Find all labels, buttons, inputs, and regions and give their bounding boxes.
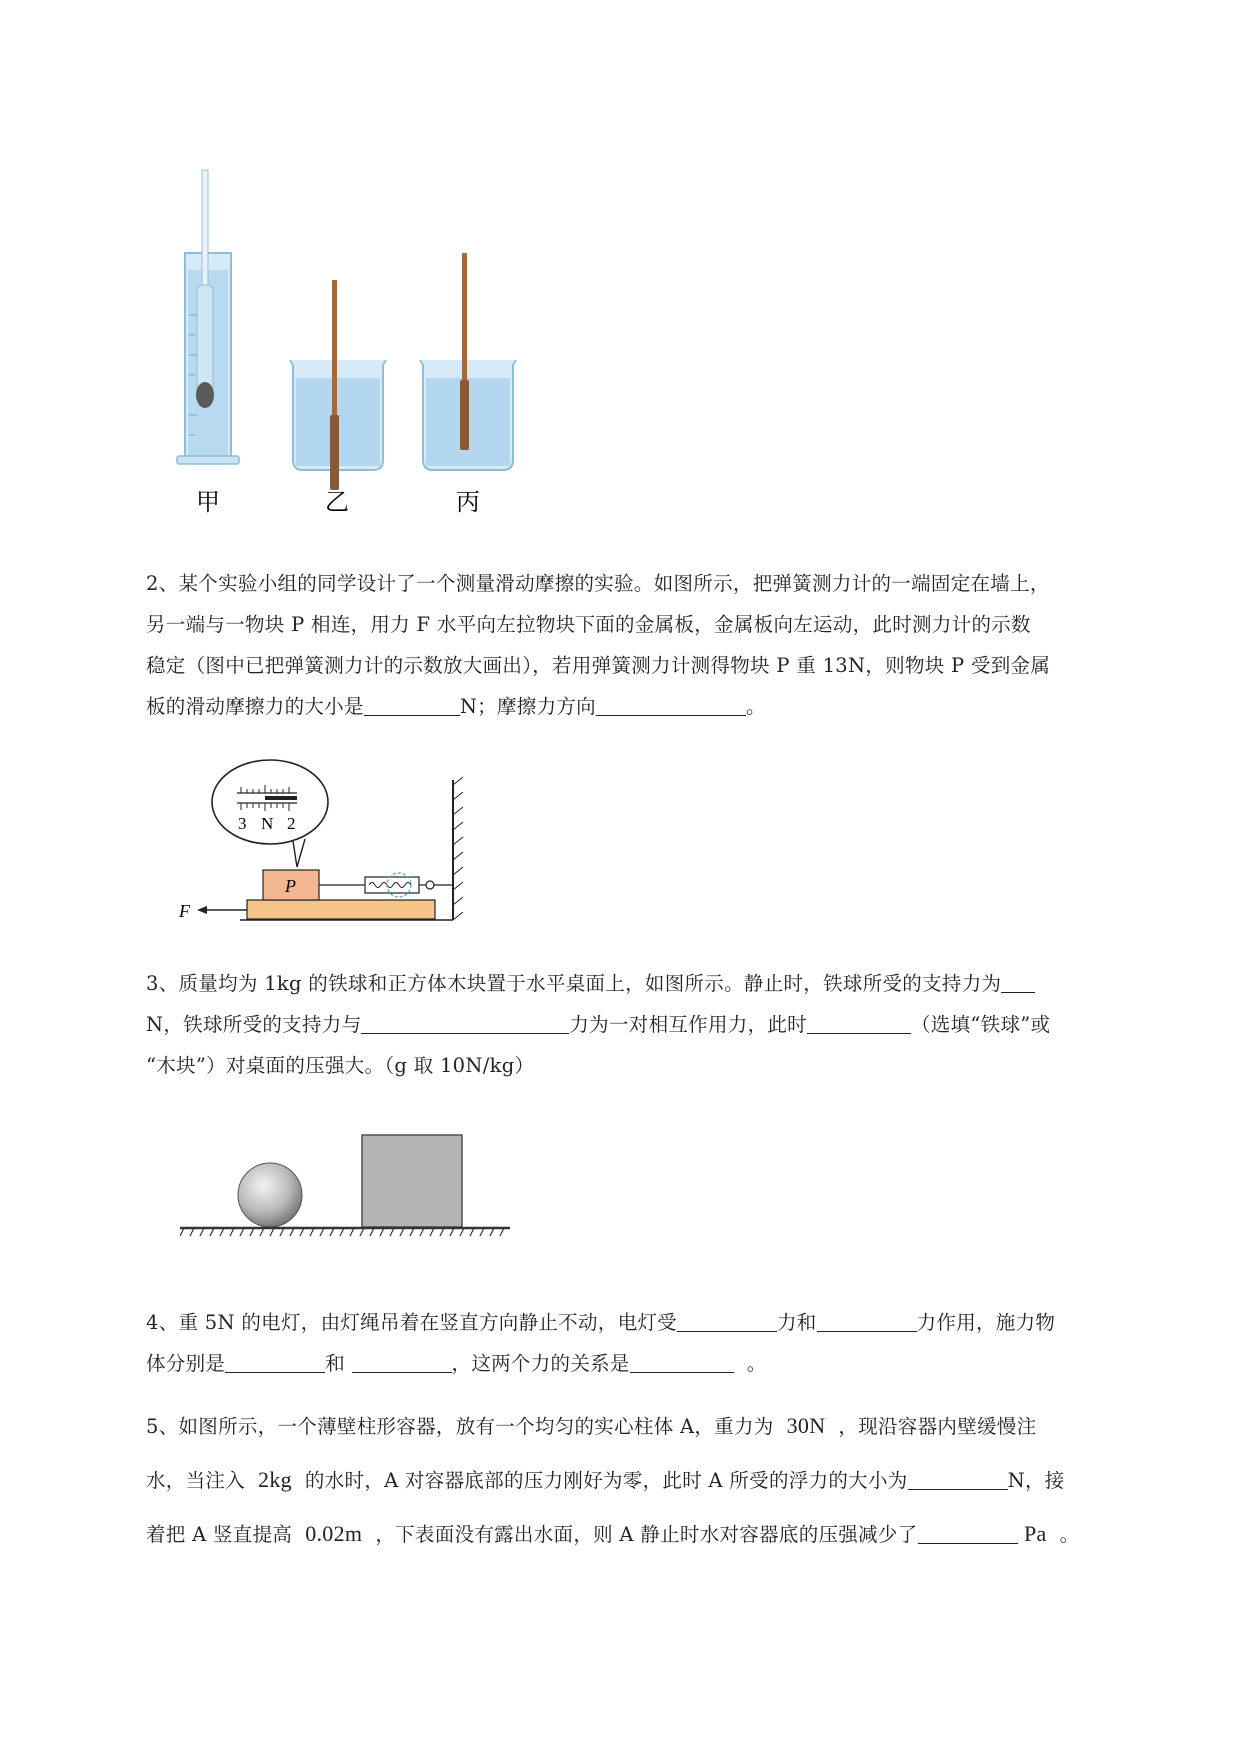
iron-ball (238, 1163, 302, 1227)
q4-text-1c: 力作用，施力物 (916, 1311, 1056, 1334)
answer-blank-relation[interactable] (630, 1348, 734, 1373)
graduated-cylinder (177, 170, 239, 464)
answer-blank-pressure-object[interactable] (807, 1009, 911, 1034)
q3-text-2b: 力为一对相互作用力，此时 (569, 1013, 807, 1036)
q4-line-2 (146, 1343, 1146, 1384)
label-jia: 甲 (196, 488, 220, 516)
question-3 (146, 963, 1146, 1086)
answer-blank-support-force[interactable] (1001, 968, 1035, 993)
q4-text-1b: 力和 (776, 1311, 817, 1334)
q5-text-3a: 着把 A 竖直提高 (146, 1523, 293, 1546)
q3-line-3: “木块”）对桌面的压强大。（g 取 10N/kg） (146, 1054, 535, 1077)
q5-line-1 (146, 1399, 1146, 1453)
block-p-label: P (285, 876, 296, 896)
q2-line-4 (146, 686, 1146, 727)
label-bing: 丙 (456, 488, 480, 516)
q5-text-1a: 5、如图所示，一个薄壁柱形容器，放有一个均匀的实心柱体 A，重力为 (146, 1415, 774, 1438)
answer-blank-source-2[interactable] (352, 1348, 452, 1373)
q4-text-2b: 和 (325, 1352, 346, 1375)
answer-blank-pressure-change[interactable] (918, 1519, 1018, 1544)
answer-blank-force-1[interactable] (677, 1307, 777, 1332)
question-5 (146, 1399, 1146, 1561)
answer-blank-force-2[interactable] (817, 1307, 917, 1332)
metal-plate (247, 900, 435, 919)
beaker-yi (290, 280, 386, 490)
answer-blank-source-1[interactable] (225, 1348, 325, 1373)
q2-text-c: 。 (745, 695, 766, 718)
figure-2-friction (175, 755, 475, 935)
label-yi: 乙 (325, 488, 349, 516)
q5-text-2a: 水，当注入 (146, 1469, 246, 1492)
q2-text-b: N；摩擦力方向 (459, 695, 596, 718)
q5-text-3d: 。 (1059, 1523, 1080, 1546)
q2-line-3: 稳定（图中已把弹簧测力计的示数放大画出），若用弹簧测力计测得物块 P 重 13N，则物块 P 受到金属 (146, 654, 1051, 677)
q5-height-value: 0.02m (305, 1521, 363, 1546)
q4-line-1 (146, 1302, 1146, 1343)
question-4 (146, 1302, 1146, 1384)
question-2 (146, 563, 1146, 727)
figure-3-ball-cube (180, 1125, 520, 1250)
scale-label-n: N (261, 814, 274, 833)
q3-text-2c: （选填“铁球”或 (910, 1013, 1051, 1036)
q5-weight-value: 30N (786, 1413, 826, 1438)
answer-blank-buoyancy[interactable] (908, 1465, 1008, 1490)
q2-line-2: 另一端与一物块 P 相连，用力 F 水平向左拉物块下面的金属板，金属板向左运动，此时测力计的示数 (146, 613, 1031, 636)
scale-label-2: 2 (287, 814, 296, 833)
scale-label-3: 3 (238, 814, 247, 833)
q5-mass-value: 2kg (258, 1467, 292, 1492)
beaker-bing (420, 253, 516, 470)
q2-text-a: 板的滑动摩擦力的大小是 (146, 695, 364, 718)
figure-1-hydrometer (175, 165, 545, 520)
q5-unit-pa: Pa (1024, 1521, 1047, 1546)
q4-text-2a: 体分别是 (146, 1352, 226, 1375)
q5-line-3 (146, 1507, 1146, 1561)
q2-line-1: 2、某个实验小组的同学设计了一个测量滑动摩擦的实验。如图所示，把弹簧测力计的一端固定在墙上， (146, 572, 1050, 595)
q3-text-1: 3、质量均为 1kg 的铁球和正方体木块置于水平桌面上，如图所示。静止时，铁球所受的支持力为 (146, 972, 1002, 995)
q5-text-2b: 的水时，A 对容器底部的压力刚好为零，此时 A 所受的浮力的大小为 (304, 1469, 908, 1492)
wooden-cube (362, 1135, 462, 1227)
force-label: F (179, 901, 190, 921)
q4-text-2c: ，这两个力的关系是 (451, 1352, 630, 1375)
q3-line-1 (146, 963, 1146, 1004)
q4-text-1a: 4、重 5N 的电灯，由灯绳吊着在竖直方向静止不动，电灯受 (146, 1311, 677, 1334)
q5-text-1b: ，现沿容器内壁缓慢注 (838, 1415, 1037, 1438)
q3-text-2a: N，铁球所受的支持力与 (146, 1013, 362, 1036)
q5-text-3b: ，下表面没有露出水面，则 A 静止时水对容器底的压强减少了 (375, 1523, 918, 1546)
answer-blank-friction[interactable] (364, 691, 460, 716)
q5-text-2c: N，接 (1007, 1469, 1065, 1492)
q4-text-2d: 。 (746, 1352, 767, 1375)
answer-blank-direction[interactable] (596, 691, 746, 716)
answer-blank-reaction-force[interactable] (361, 1009, 569, 1034)
q5-line-2 (146, 1453, 1146, 1507)
q3-line-2 (146, 1004, 1146, 1045)
